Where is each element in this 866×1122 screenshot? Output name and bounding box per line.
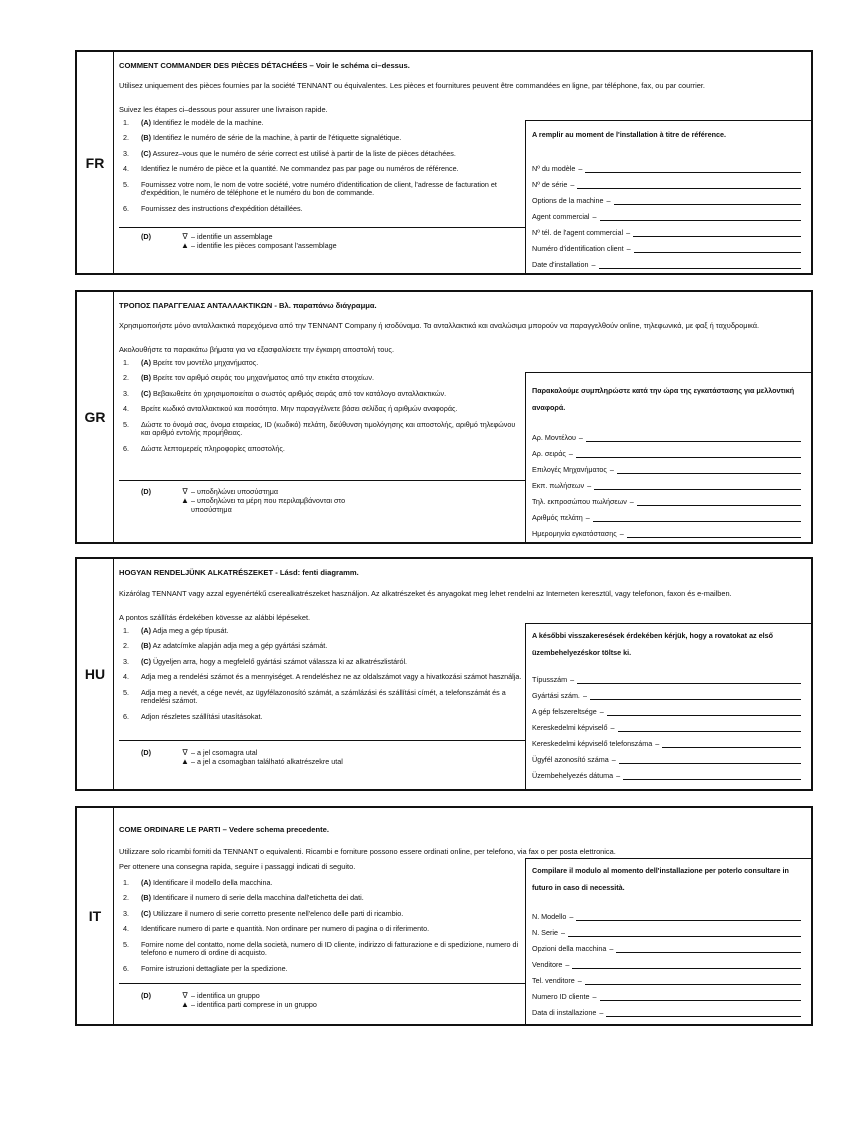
step-item: 1. (A) Adja meg a gép típusát. <box>123 626 229 635</box>
reference-title: Compilare il modulo al momento dell'installazione per poterlo consultare in futuro in caso di necessità. <box>532 866 789 892</box>
follow-text: A pontos szállítás érdekében kövesse az alábbi lépéseket. <box>119 613 311 622</box>
legend: (D) ∇ – identifie un assemblage ▲ – identifie les pièces composant l'assemblage <box>141 232 337 250</box>
intro-text: Χρησιμοποιήστε μόνο ανταλλακτικά παρεχόμενα από την TENNANT Company ή ισοδύναμα. Τα ανταλλακτικά και αναλώσιμα μπορούν να παραγγελθούν online, τηλεφωνικά, με φαξ ή ταχυδρομικά. <box>119 321 760 330</box>
field-serial: N. Serie – <box>532 927 801 937</box>
step-item: 6. Adjon részletes szállítási utasításokat. <box>123 711 263 721</box>
legend-key: (D) <box>141 487 151 496</box>
field-customer-id: Numéro d'identification client – <box>532 243 801 253</box>
assembly-triangle-icon: ∇ <box>182 991 188 1000</box>
section-fr <box>75 50 813 275</box>
step-item: 6. Fournissez des instructions d'expédition détaillées. <box>123 203 303 213</box>
step-item: 3. (C) Assurez–vous que le numéro de série correct est utilisé à partir de la liste de pièces détachées. <box>123 148 456 158</box>
legend-key: (D) <box>141 232 151 241</box>
step-item: 2. (B) Βρείτε τον αριθμό σειράς του μηχανήματος από την ετικέτα στοιχείων. <box>123 373 374 383</box>
step-item: 1. (A) Identificare il modello della macchina. <box>123 878 273 887</box>
field-model: Típusszám – <box>532 674 801 684</box>
field-install-date: Ημερομηνία εγκατάστασης – <box>532 528 801 538</box>
part-triangle-icon: ▲ <box>181 241 189 250</box>
section-title: ΤΡΟΠΟΣ ΠΑΡΑΓΓΕΛΙΑΣ ΑΝΤΑΛΛΑΚΤΙΚΩΝ - Βλ. παραπάνω διάγραμμα. <box>119 301 377 310</box>
step-item: 3. (C) Ügyeljen arra, hogy a megfelelő gyártási számot válassza ki az alkatrészlistáról. <box>123 656 408 666</box>
field-sales-rep: Kereskedelmi képviselő – <box>532 722 801 732</box>
language-code: HU <box>84 666 106 682</box>
field-sales-rep: Venditore – <box>532 959 801 969</box>
field-install-date: Data di installazione – <box>532 1007 801 1017</box>
reference-box <box>525 623 811 789</box>
steps-list <box>119 879 523 980</box>
assembly-triangle-icon: ∇ <box>182 748 188 757</box>
field-sales-rep-phone: Tel. venditore – <box>532 975 801 985</box>
step-item: 3. (C) Utilizzare il numero di serie corretto presente nell'elenco delle parti di ricambio. <box>123 908 404 918</box>
field-options: Επιλογές Μηχανήματος – <box>532 464 801 474</box>
reference-box <box>525 120 811 273</box>
follow-text: Per ottenere una consegna rapida, seguire i passaggi indicati di seguito. <box>119 862 356 871</box>
section-it <box>75 806 813 1026</box>
field-sales-rep-phone: Τηλ. εκπροσώπου πωλήσεων – <box>532 496 801 506</box>
step-item: 6. Fornire istruzioni dettagliate per la spedizione. <box>123 963 288 973</box>
language-column <box>77 559 114 789</box>
reference-title: Παρακαλούμε συμπληρώστε κατά την ώρα της εγκατάστασης για μελλοντική αναφορά. <box>532 386 795 412</box>
section-gr <box>75 290 813 544</box>
reference-title: A remplir au moment de l'installation à titre de référence. <box>532 130 726 139</box>
reference-title: A későbbi visszakeresések érdekében kérjük, hogy a rovatokat az első üzembehelyezéskor töltse ki. <box>532 631 774 657</box>
reference-box <box>525 372 811 542</box>
legend: (D) ∇ – a jel csomagra utal ▲ – a jel a csomagban található alkatrészekre utal <box>141 748 343 766</box>
step-item: 1. (A) Identifiez le modèle de la machine. <box>123 118 264 127</box>
follow-text: Ακολουθήστε τα παρακάτω βήματα για να εξασφαλίσετε την έγκαιρη αποστολή τους. <box>119 345 394 354</box>
legend: (D) ∇ – identifica un gruppo ▲ – identifica parti comprese in un gruppo <box>141 991 317 1009</box>
section-hu <box>75 557 813 791</box>
steps-list <box>119 359 523 460</box>
language-column <box>77 52 114 273</box>
field-model: N. Modello – <box>532 911 801 921</box>
field-options: Options de la machine – <box>532 195 801 205</box>
field-model: Αρ. Μοντέλου – <box>532 432 801 442</box>
language-column <box>77 292 114 542</box>
intro-text: Utilisez uniquement des pièces fournies par la société TENNANT ou équivalentes. Les pièces et fournitures peuvent être commandées en ligne, par téléphone, fax, ou par courrier. <box>119 81 705 90</box>
legend-key: (D) <box>141 991 151 1000</box>
field-customer-id: Numero ID cliente – <box>532 991 801 1001</box>
language-code: IT <box>88 908 102 924</box>
divider <box>119 740 525 741</box>
step-item: 4. Identificare numero di parte e quantità. Non ordinare per numero di pagina o di riferimento. <box>123 924 430 934</box>
step-item: 2. (B) Identifiez le numéro de série de la machine, à partir de l'étiquette signalétique. <box>123 133 402 143</box>
assembly-triangle-icon: ∇ <box>182 232 188 241</box>
step-item: 4. Βρείτε κωδικό ανταλλακτικού και ποσότητα. Μην παραγγέλνετε βάσει σελίδας ή αριθμών αναφοράς. <box>123 404 458 414</box>
section-title: COMMENT COMMANDER DES PIÈCES DÉTACHÉES – Voir le schéma ci–dessus. <box>119 61 410 70</box>
field-options: A gép felszereltsége – <box>532 706 801 716</box>
assembly-triangle-icon: ∇ <box>182 487 188 496</box>
field-customer-id: Ügyfél azonosító száma – <box>532 754 801 764</box>
section-title: COME ORDINARE LE PARTI – Vedere schema precedente. <box>119 825 330 834</box>
legend: (D) ∇ – υποδηλώνει υποσύστημα ▲ – υποδηλώνει τα μέρη που περιλαμβάνονται στο υποσύστημα <box>141 487 346 514</box>
steps-list <box>119 627 523 728</box>
field-install-date: Üzembehelyezés dátuma – <box>532 770 801 780</box>
language-code: FR <box>85 154 105 171</box>
field-serial: Αρ. σειράς – <box>532 448 801 458</box>
language-code: GR <box>84 409 106 425</box>
field-serial: Nº de série – <box>532 179 801 189</box>
intro-text: Utilizzare solo ricambi forniti da TENNANT o equivalenti. Ricambi e forniture possono essere ordinati online, per telefono, via fax o per posta elettronica. <box>119 847 616 856</box>
divider <box>119 227 525 228</box>
intro-text: Kizárólag TENNANT vagy azzal egyenértékű cserealkatrészeket használjon. Az alkatrészeket és anyagokat meg lehet rendelni az Interneten keresztül, vagy telefonon, faxon és e-mailben. <box>119 589 732 598</box>
section-title: HOGYAN RENDELJÜNK ALKATRÉSZEKET - Lásd: fenti diagramm. <box>119 568 359 577</box>
step-item: 5. Δώστε το όνομά σας, όνομα εταιρείας, ID (κωδικό) πελάτη, διεύθυνση τιμολόγησης και αποστολής, αριθμό τηλεφώνου και αριθμό εντολής προμήθειας. <box>123 419 516 438</box>
field-model: Nº du modèle – <box>532 163 801 173</box>
part-triangle-icon: ▲ <box>181 757 189 766</box>
reference-box <box>525 858 811 1024</box>
field-install-date: Date d'installation – <box>532 259 801 269</box>
field-customer-id: Αριθμός πελάτη – <box>532 512 801 522</box>
field-sales-rep-phone: Nº tél. de l'agent commercial – <box>532 227 801 237</box>
field-options: Opzioni della macchina – <box>532 943 801 953</box>
step-item: 2. (B) Identificare il numero di serie della macchina dall'etichetta dei dati. <box>123 893 364 903</box>
field-sales-rep: Εκπ. πωλήσεων – <box>532 480 801 490</box>
step-item: 3. (C) Βεβαιωθείτε ότι χρησιμοποιείται ο σωστός αριθμός σειράς από τον κατάλογο ανταλλακτικών. <box>123 388 447 398</box>
part-triangle-icon: ▲ <box>181 1000 189 1009</box>
step-item: 5. Fornire nome del contatto, nome della società, numero di ID cliente, indirizzo di fatturazione e di spedizione, numero di telefono e numero di ordine di acquisto. <box>123 939 519 958</box>
step-item: 4. Identifiez le numéro de pièce et la quantité. Ne commandez pas par page ou numéros de référence. <box>123 164 459 174</box>
step-item: 2. (B) Az adatcímke alapján adja meg a gép gyártási számát. <box>123 641 328 651</box>
step-item: 5. Fournissez votre nom, le nom de votre société, votre numéro d'identification de client, l'adresse de facturation et d'expédition, le numéro de téléphone et le numéro du bon de commande. <box>123 179 497 198</box>
follow-text: Suivez les étapes ci–dessous pour assurer une livraison rapide. <box>119 105 328 114</box>
divider <box>119 983 525 984</box>
step-item: 6. Δώστε λεπτομερείς πληροφορίες αποστολής. <box>123 443 285 453</box>
step-item: 1. (A) Βρείτε τον μοντέλο μηχανήματος. <box>123 358 259 367</box>
legend-key: (D) <box>141 748 151 757</box>
steps-list <box>119 119 523 220</box>
language-column <box>77 808 114 1024</box>
part-triangle-icon: ▲ <box>181 496 189 505</box>
field-sales-rep: Agent commercial – <box>532 211 801 221</box>
divider <box>119 480 525 481</box>
field-serial: Gyártási szám. – <box>532 690 801 700</box>
step-item: 5. Adja meg a nevét, a cége nevét, az ügyfélazonosító számát, a számlázási és szállítási címét, a telefonszámát és a rendelési számot. <box>123 687 506 706</box>
step-item: 4. Adja meg a rendelési számot és a mennyiséget. A rendeléshez ne az oldalszámot vagy a hivatkozási számot használja. <box>123 672 522 682</box>
field-sales-rep-phone: Kereskedelmi képviselő telefonszáma – <box>532 738 801 748</box>
